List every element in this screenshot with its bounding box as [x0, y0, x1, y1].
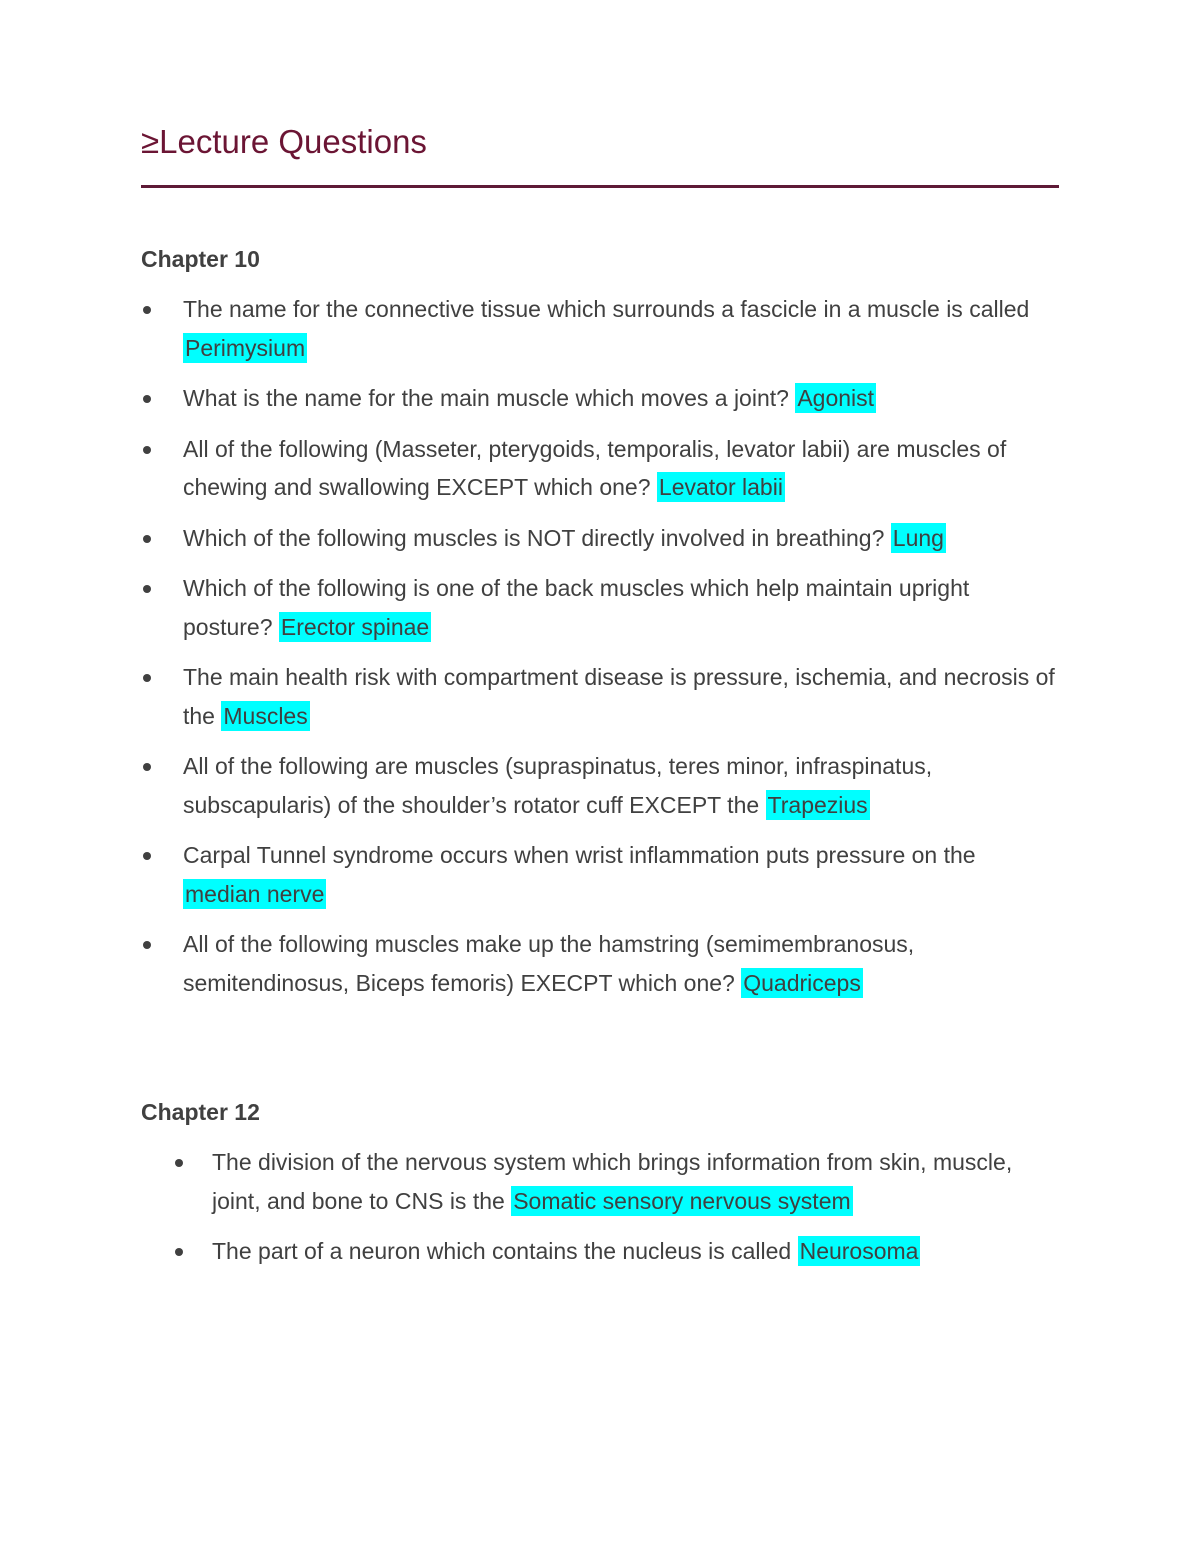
answer-highlight: Muscles	[223, 702, 308, 729]
bullet-icon	[143, 941, 151, 949]
question-text: All of the following (Masseter, pterygoids, temporalis, levator labii) are muscles of chewing and swallowing EXCEPT which one?	[183, 435, 1007, 500]
chapter-heading: Chapter 12	[141, 1099, 260, 1125]
question-item	[141, 925, 1059, 1002]
question-item	[141, 658, 1059, 735]
chapter-12-section	[141, 1093, 1059, 1271]
question-text: Which of the following is one of the back muscles which help maintain upright posture?	[183, 575, 970, 640]
question-item	[141, 290, 1059, 367]
question-item	[141, 1232, 1059, 1271]
question-item	[141, 1143, 1059, 1220]
question-text: All of the following are muscles (supraspinatus, teres minor, infraspinatus, subscapularis) of the shoulder’s rotator cuff EXCEPT the	[183, 753, 933, 818]
bullet-icon	[143, 674, 151, 682]
question-item	[141, 569, 1059, 646]
question-item	[141, 379, 1059, 418]
answer-highlight: Erector spinae	[280, 613, 430, 640]
answer-highlight: Quadriceps	[743, 969, 861, 996]
bullet-icon	[175, 1248, 183, 1256]
question-item	[141, 519, 1059, 558]
question-text: The name for the connective tissue which surrounds a fascicle in a muscle is called	[183, 296, 1030, 322]
bullet-icon	[143, 585, 151, 593]
answer-highlight: Perimysium	[185, 334, 306, 361]
question-list	[141, 290, 1059, 1002]
question-text: Carpal Tunnel syndrome occurs when wrist inflammation puts pressure on the	[183, 842, 976, 868]
question-text: The division of the nervous system which brings information from skin, muscle, joint, and bone to CNS is the	[212, 1149, 1013, 1214]
chapter-10-section	[141, 240, 1059, 1002]
bullet-icon	[143, 535, 151, 543]
question-item	[141, 836, 1059, 913]
answer-highlight: Levator labii	[658, 474, 783, 500]
question-text: All of the following muscles make up the hamstring (semimembranosus, semitendinosus, Biceps femoris) EXECPT which one?	[183, 931, 915, 996]
chapter-heading: Chapter 10	[141, 246, 260, 272]
answer-highlight: Somatic sensory nervous system	[513, 1187, 851, 1214]
title-divider	[141, 185, 1059, 188]
bullet-icon	[143, 446, 151, 454]
bullet-icon	[143, 852, 151, 860]
question-text: The main health risk with compartment disease is pressure, ischemia, and necrosis of the	[183, 664, 1055, 729]
page-title: ≥Lecture Questions	[141, 123, 427, 160]
answer-highlight: Neurosoma	[799, 1238, 919, 1264]
bullet-icon	[143, 306, 151, 314]
bullet-icon	[143, 763, 151, 771]
answer-highlight: Trapezius	[767, 791, 868, 818]
answer-highlight: Lung	[892, 524, 944, 551]
question-item	[141, 430, 1059, 507]
question-list	[141, 1143, 1059, 1271]
question-text: Which of the following muscles is NOT directly involved in breathing?	[183, 524, 891, 551]
answer-highlight: median nerve	[185, 880, 325, 907]
question-text: The part of a neuron which contains the nucleus is called	[212, 1238, 798, 1264]
question-text: What is the name for the main muscle which moves a joint?	[183, 385, 796, 411]
question-item	[141, 747, 1059, 824]
answer-highlight: Agonist	[797, 385, 875, 411]
bullet-icon	[143, 395, 151, 403]
bullet-icon	[175, 1159, 183, 1167]
